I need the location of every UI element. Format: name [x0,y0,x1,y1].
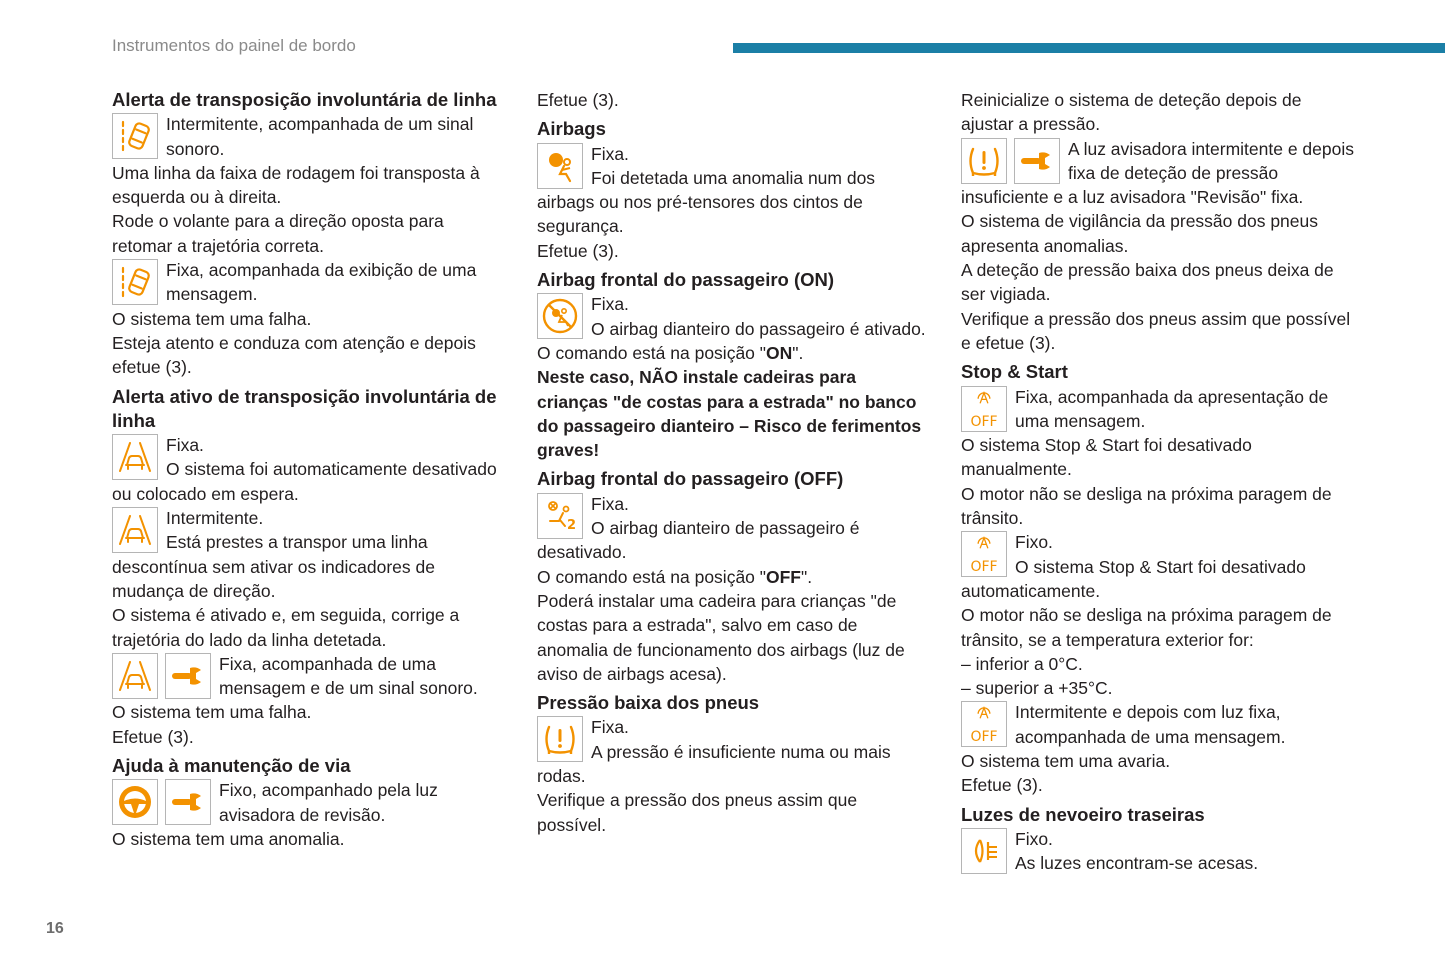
section-title: Airbags [537,118,606,140]
column-2 [537,88,927,837]
entry-text: Intermitente. [166,508,264,529]
entry-text: Fixa. [591,493,629,514]
running-header: Instrumentos do painel de bordo [112,36,356,55]
paragraph: Rode o volante para a direção oposta para retomar a trajetória correta. [112,211,444,256]
warning-entry [112,433,504,506]
switch-position: ON [766,342,793,363]
entry-text: Fixa. [166,435,204,456]
stop-start-off-icon [961,531,1007,577]
section-title: Airbag frontal do passageiro (ON) [537,269,835,291]
text: ". [801,566,813,587]
lane-departure-icon [112,259,158,305]
paragraph: Efetue (3). [537,90,619,110]
section-title: Stop & Start [961,361,1068,383]
page-number: 16 [46,920,64,937]
warning-entry [961,385,1357,434]
text: ". [792,342,804,363]
entry-text: O airbag dianteiro do passageiro é ativado. [591,318,926,339]
entry-text: Fixa. [591,294,629,315]
wrench-icon [165,653,211,699]
entry-text: Intermitente e depois com luz fixa, acompanhada de uma mensagem. [1015,702,1286,747]
warning-entry [961,700,1357,749]
entry-text: O airbag dianteiro de passageiro é desativado. [537,518,860,563]
paragraph: Efetue (3). [112,726,194,747]
off-label: OFF [970,413,998,430]
warning-entry [112,258,504,307]
warning-entry [112,778,504,827]
paragraph: A deteção de pressão baixa dos pneus deixa de ser vigiada. [961,260,1334,305]
warning-entry [537,292,927,341]
warning-entry [961,530,1357,603]
paragraph: O sistema tem uma falha. [112,702,312,723]
lane-departure-icon [112,113,158,159]
airbag-icon [537,143,583,189]
section-title: Alerta de transposição involuntária de linha [112,89,497,110]
column-1 [112,88,504,851]
active-lane-keeping-icon [112,507,158,553]
entry-text: Intermitente, acompanhada de um sinal sonoro. [166,114,474,159]
header-accent-bar [733,43,1445,53]
switch-position: OFF [766,566,801,587]
warning-entry [112,112,504,161]
entry-text: A pressão é insuficiente numa ou mais rodas. [537,741,891,787]
section-title: Ajuda à manutenção de via [112,755,351,777]
warning-entry [961,137,1357,210]
paragraph: Poderá instalar uma cadeira para crianças "de costas para a estrada", salvo em caso de anomalia de funcionamento dos airbags (luz de aviso de airbags acesa). [537,590,905,684]
passenger-airbag-on-icon [537,293,583,339]
entry-text: Fixo, acompanhado pela luz avisadora de revisão. [219,780,438,825]
list-item: – inferior a 0°C. [961,653,1083,674]
warning-entry [537,142,927,239]
paragraph: Verifique a pressão dos pneus assim que possível. [537,790,858,835]
paragraph [537,341,927,365]
paragraph: O sistema é ativado e, em seguida, corrige a trajetória do lado da linha detetada. [112,605,460,650]
paragraph: Esteja atento e conduza com atenção e depois efetue (3). [112,332,476,378]
entry-text: As luzes encontram-se acesas. [1015,853,1259,874]
entry-text: Fixa, acompanhada da apresentação de uma mensagem. [1015,386,1329,431]
tyre-pressure-icon [961,138,1007,184]
column-3 [961,88,1357,876]
safety-warning: Neste caso, NÃO instale cadeiras para crianças "de costas para a estrada" no banco do passageiro dianteiro – Risco de ferimentos graves! [537,367,922,461]
entry-text: Fixo. [1015,828,1053,849]
paragraph: Uma linha da faixa de rodagem foi transposta à esquerda ou à direita. [112,162,480,208]
warning-entry [961,827,1357,876]
active-lane-keeping-icon [112,434,158,480]
warning-entry [537,715,927,788]
warning-entry [112,652,504,701]
paragraph: Efetue (3). [961,775,1043,796]
paragraph: Verifique a pressão dos pneus assim que possível e efetue (3). [961,308,1351,353]
paragraph: O sistema tem uma avaria. [961,751,1171,772]
paragraph: O motor não se desliga na próxima paragem de trânsito. [961,483,1332,529]
entry-text: Fixa. [591,143,629,164]
steering-wheel-icon [112,779,158,825]
paragraph: Reinicialize o sistema de deteção depois de ajustar a pressão. [961,90,1302,135]
passenger-airbag-off-icon [537,493,583,539]
warning-entry [112,506,504,603]
entry-text: A luz avisadora intermitente e depois fixa de deteção de pressão insuficiente e a luz avisadora "Revisão" fixa. [961,138,1354,208]
entry-text: O sistema Stop & Start foi desativado automaticamente. [961,556,1306,601]
paragraph: O sistema tem uma anomalia. [112,828,345,849]
entry-text: Está prestes a transpor uma linha descontínua sem ativar os indicadores de mudança de direção. [112,532,435,601]
section-title: Pressão baixa dos pneus [537,692,760,714]
wrench-icon [165,779,211,825]
paragraph: Efetue (3). [537,240,619,261]
entry-text: Fixa, acompanhada de uma mensagem e de um sinal sonoro. [219,653,478,699]
rear-fog-light-icon [961,828,1007,874]
wrench-icon [1014,138,1060,184]
warning-entry [537,492,927,565]
stop-start-off-icon [961,701,1007,747]
entry-text: Fixa. [591,717,629,738]
paragraph: O sistema tem uma falha. [112,308,312,329]
text: O comando está na posição " [537,566,766,587]
off-label: OFF [970,729,998,746]
entry-text: Fixo. [1015,532,1053,553]
section-title: Airbag frontal do passageiro (OFF) [537,468,844,490]
entry-text: Foi detetada uma anomalia num dos airbags ou nos pré-tensores dos cintos de segurança. [537,167,876,237]
section-title: Luzes de nevoeiro traseiras [961,803,1205,825]
tyre-pressure-icon [537,716,583,762]
paragraph: O motor não se desliga na próxima paragem de trânsito, se a temperatura exterior for: [961,605,1332,650]
paragraph: O sistema de vigilância da pressão dos pneus apresenta anomalias. [961,211,1319,256]
entry-text: Fixa, acompanhada da exibição de uma mensagem. [166,260,477,305]
text: O comando está na posição " [537,342,766,363]
paragraph [537,565,927,589]
section-title: Alerta ativo de transposição involuntária de linha [112,385,497,431]
off-label: OFF [970,559,998,576]
stop-start-off-icon [961,386,1007,432]
active-lane-keeping-icon [112,653,158,699]
list-item: – superior a +35°C. [961,678,1113,699]
paragraph: O sistema Stop & Start foi desativado manualmente. [961,435,1252,480]
entry-text: O sistema foi automaticamente desativado ou colocado em espera. [112,459,497,504]
